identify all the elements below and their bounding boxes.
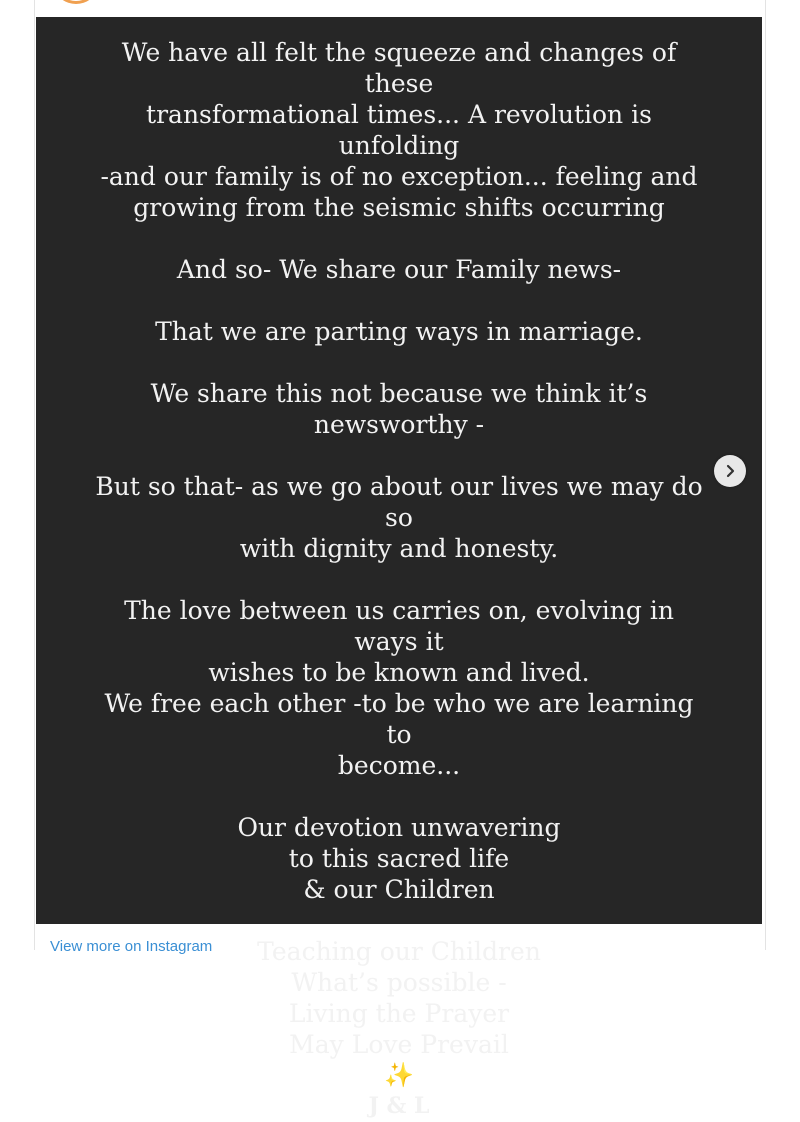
next-slide-button[interactable] [714, 455, 746, 487]
paragraph-5: But so that- as we go about our lives we may do so with dignity and honesty. [95, 472, 703, 563]
paragraph-4: We share this not because we think it’s newsworthy - [150, 379, 648, 439]
paragraph-1: We have all felt the squeeze and changes of these transformational times... A revolution is unfolding -and our family is of no exception... feeling and growing from the seismic shifts occurring [100, 38, 698, 222]
announcement-text [36, 37, 762, 1122]
sparkles-icon: ✨ [384, 1061, 414, 1089]
paragraph-8: Teaching our Children What’s possible - Living the Prayer May Love Prevail [257, 937, 541, 1059]
paragraph-3: That we are parting ways in marriage. [155, 317, 643, 346]
signature: J & L [368, 1093, 430, 1119]
chevron-right-icon [723, 464, 737, 478]
paragraph-7: Our devotion unwavering to this sacred life & our Children [237, 813, 561, 904]
paragraph-6: The love between us carries on, evolving in ways it wishes to be known and lived. We free each other -to be who we are learning to become... [104, 596, 694, 780]
paragraph-2: And so- We share our Family news- [176, 255, 622, 284]
view-more-link[interactable]: View more on Instagram [50, 938, 213, 955]
